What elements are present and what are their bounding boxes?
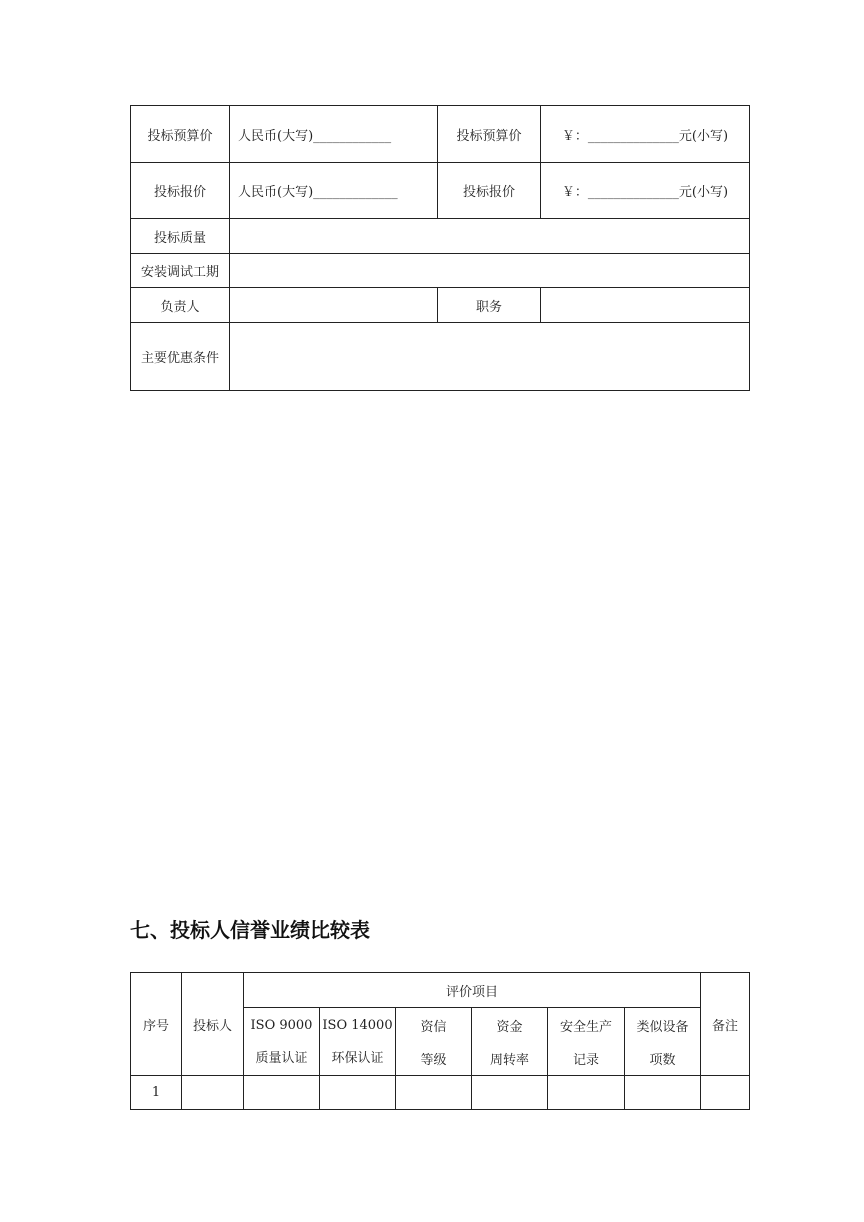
header-line1: ISO 9000: [250, 1017, 313, 1033]
responsible-person-field[interactable]: [230, 288, 438, 323]
install-period-field[interactable]: [230, 254, 750, 288]
budget-price-uppercase-field[interactable]: 人民币(大写)____________: [230, 106, 438, 163]
position-field[interactable]: [541, 288, 750, 323]
header-line2: 环保认证: [331, 1050, 384, 1066]
header-line2: 周转率: [489, 1052, 529, 1068]
header-line1: 资金: [496, 1019, 523, 1035]
table-row: [131, 254, 750, 288]
discount-terms-field[interactable]: [230, 323, 750, 391]
header-line1: ISO 14000: [322, 1017, 393, 1033]
bid-price-label-2: 投标报价: [438, 163, 541, 219]
credit-rating-header: [396, 1008, 472, 1076]
safety-record-cell[interactable]: [548, 1076, 625, 1110]
iso14000-cell[interactable]: [320, 1076, 396, 1110]
position-label: 职务: [438, 288, 541, 323]
quality-field[interactable]: [230, 219, 750, 254]
header-line1: 资信: [420, 1019, 447, 1035]
bid-info-table: [130, 105, 750, 391]
table-row: [131, 106, 750, 163]
header-line2: 项数: [649, 1052, 676, 1068]
section-title: 七、投标人信誉业绩比较表: [130, 918, 370, 942]
quality-label: 投标质量: [131, 219, 230, 254]
seq-header: 序号: [131, 973, 182, 1076]
similar-equipment-header: [625, 1008, 701, 1076]
iso9000-header: [244, 1008, 320, 1076]
remarks-cell[interactable]: [701, 1076, 750, 1110]
header-line1: 类似设备: [636, 1019, 689, 1035]
bid-price-lowercase-field[interactable]: ￥：______________元(小写): [541, 163, 750, 219]
remarks-header: 备注: [701, 973, 750, 1076]
header-line2: 质量认证: [255, 1050, 308, 1066]
header-line2: 记录: [572, 1052, 599, 1068]
similar-equipment-cell[interactable]: [625, 1076, 701, 1110]
responsible-person-label: 负责人: [131, 288, 230, 323]
credit-rating-cell[interactable]: [396, 1076, 472, 1110]
table-row: [131, 1076, 750, 1110]
discount-terms-label: 主要优惠条件: [131, 323, 230, 391]
row-seq: 1: [131, 1076, 182, 1110]
header-line1: 安全生产: [559, 1019, 612, 1035]
bidder-cell[interactable]: [182, 1076, 244, 1110]
evaluation-items-header: 评价项目: [244, 973, 701, 1008]
safety-record-header: [548, 1008, 625, 1076]
credit-performance-table: [130, 972, 750, 1110]
table-row: [131, 323, 750, 391]
capital-turnover-cell[interactable]: [472, 1076, 548, 1110]
bidder-header: 投标人: [182, 973, 244, 1076]
iso9000-cell[interactable]: [244, 1076, 320, 1110]
capital-turnover-header: [472, 1008, 548, 1076]
table-row: [131, 219, 750, 254]
budget-price-label: 投标预算价: [131, 106, 230, 163]
budget-price-label-2: 投标预算价: [438, 106, 541, 163]
header-line2: 等级: [420, 1052, 447, 1068]
table-row: [131, 288, 750, 323]
iso14000-header: [320, 1008, 396, 1076]
bid-price-label: 投标报价: [131, 163, 230, 219]
bid-price-uppercase-field[interactable]: 人民币(大写)_____________: [230, 163, 438, 219]
budget-price-lowercase-field[interactable]: ￥：______________元(小写): [541, 106, 750, 163]
table-row: [131, 163, 750, 219]
install-period-label: 安装调试工期: [131, 254, 230, 288]
table-header-row: [131, 973, 750, 1008]
